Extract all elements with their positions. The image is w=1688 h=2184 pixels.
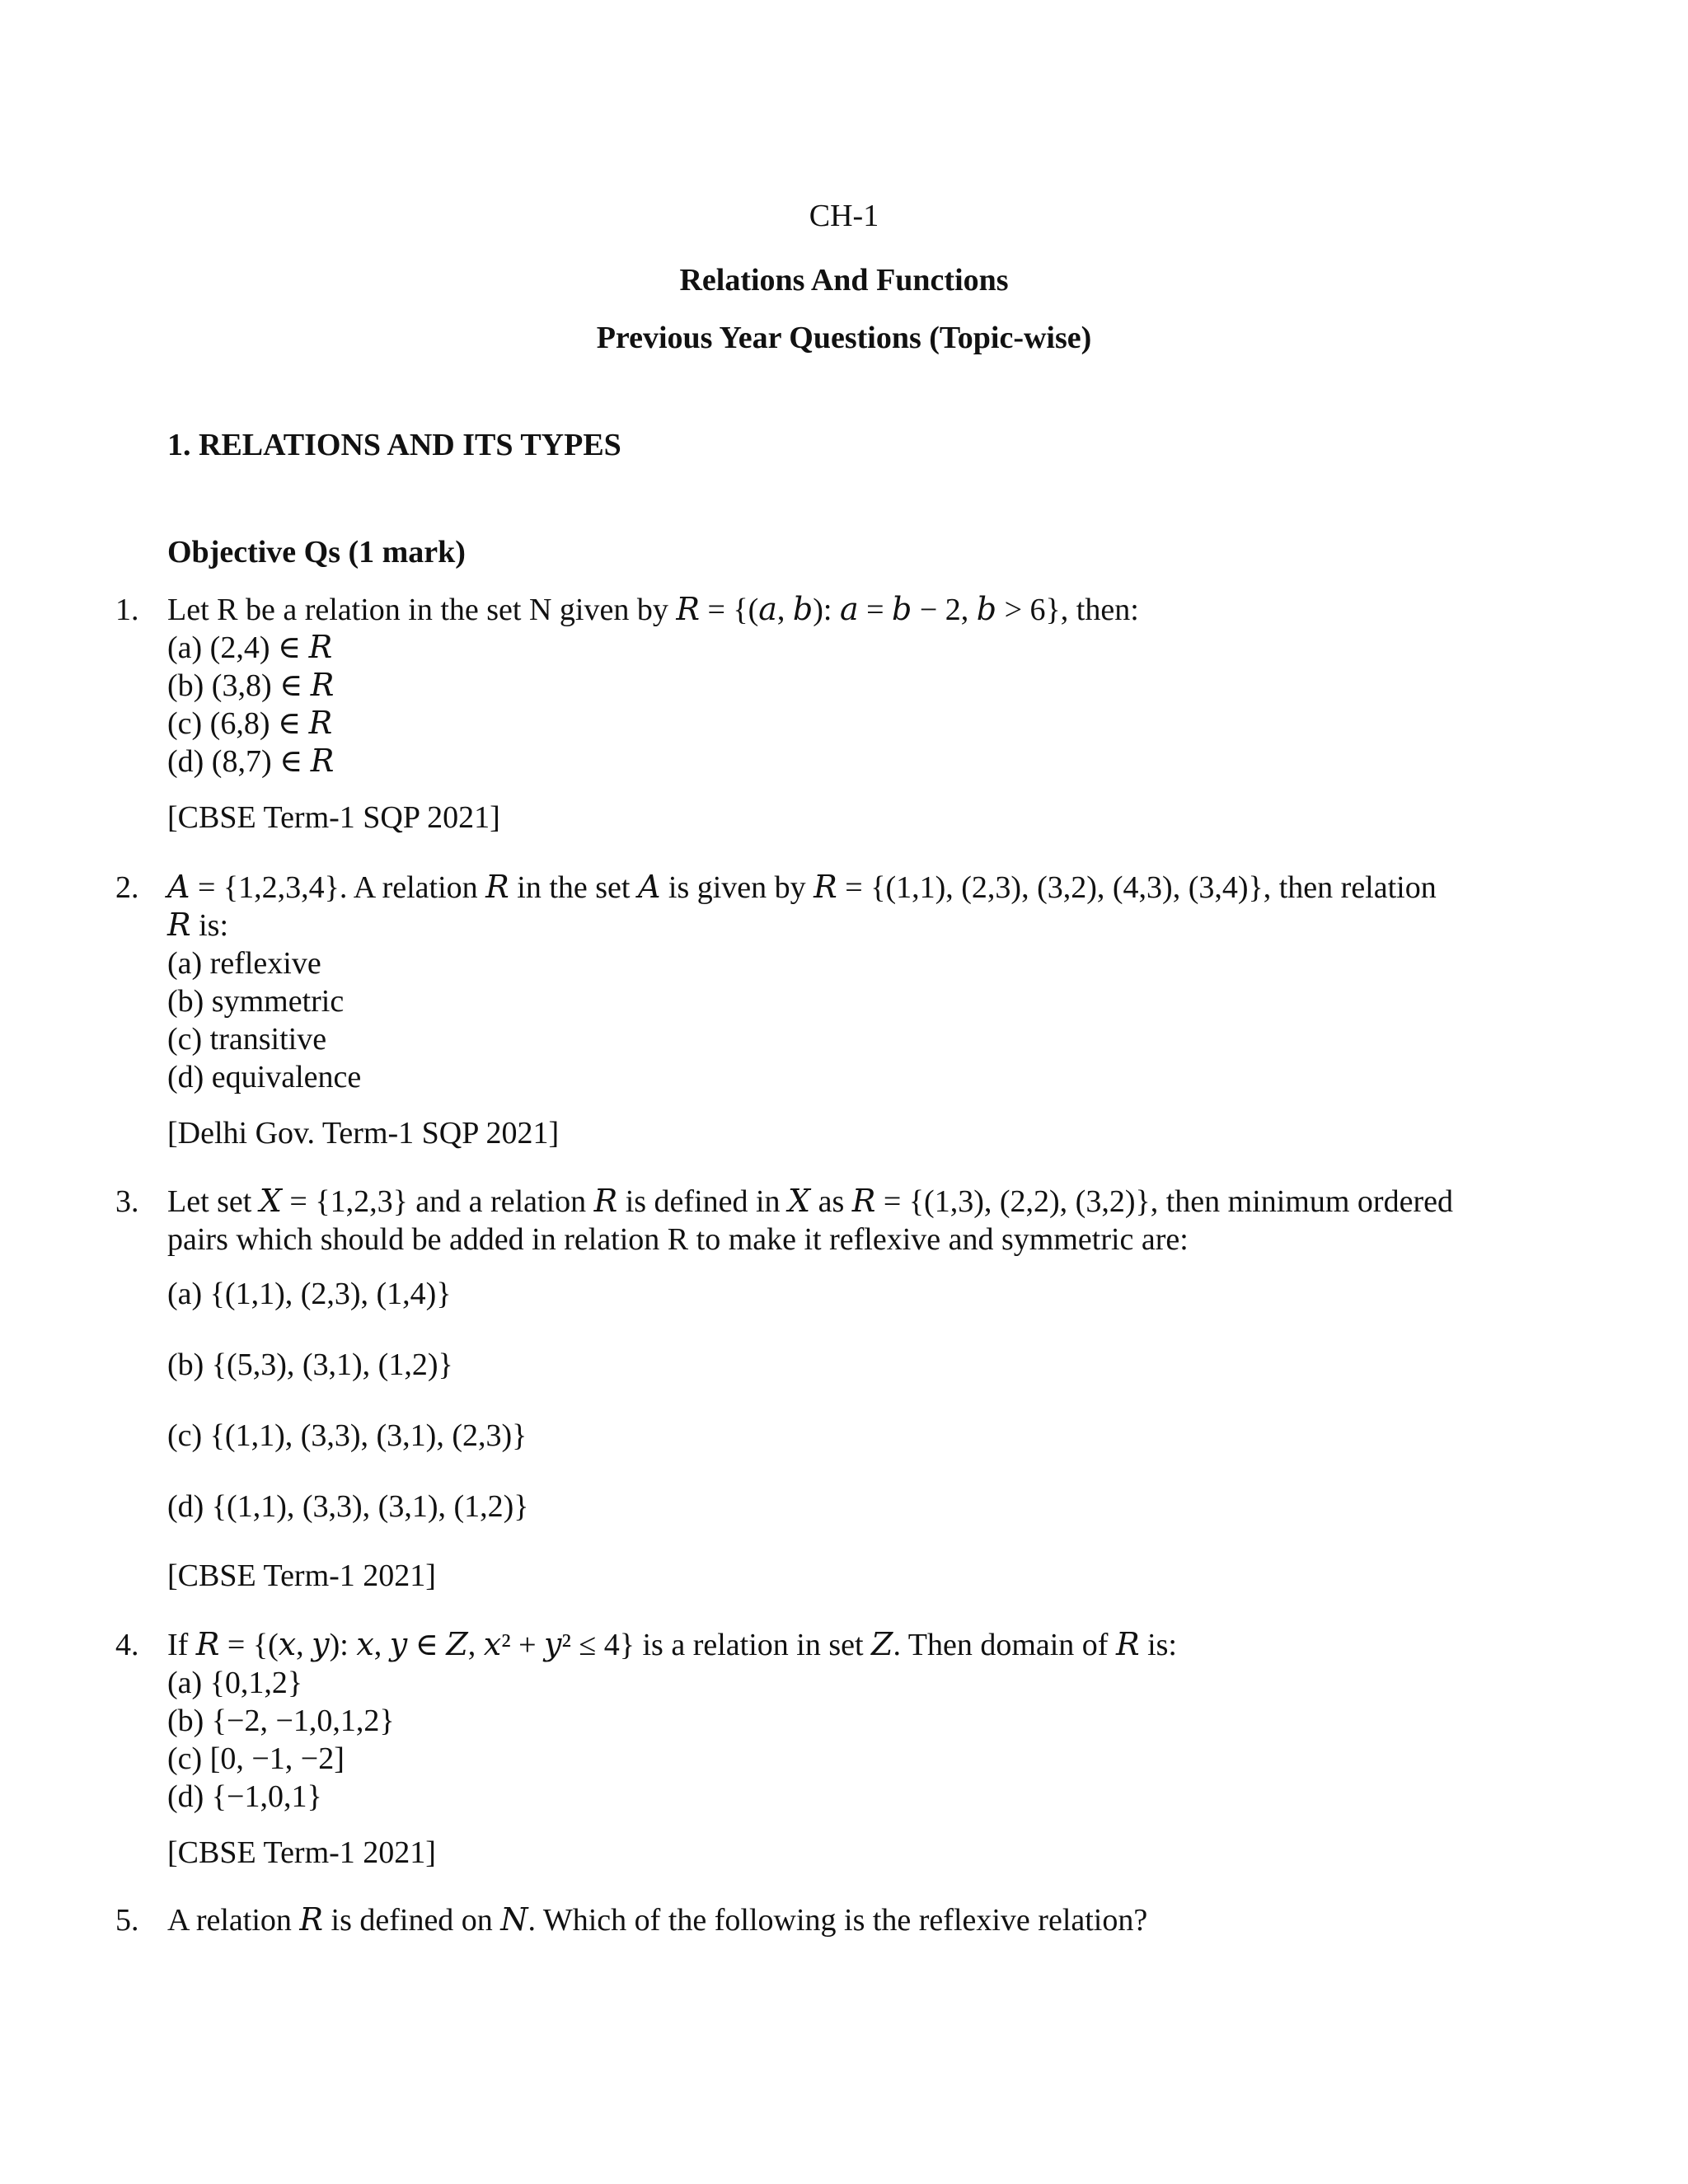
option-b: (b) {(5,3), (3,1), (1,2)} <box>167 1347 453 1382</box>
objective-heading: Objective Qs (1 mark) <box>167 535 466 569</box>
question-text: Let set 𝑋 = {1,2,3} and a relation 𝑅 is defined in 𝑋 as 𝑅 = {(1,3), (2,2), (3,2)}, then minimum ordered <box>167 1184 1453 1219</box>
question-source: [Delhi Gov. Term-1 SQP 2021] <box>167 1116 560 1151</box>
question-source: [CBSE Term-1 SQP 2021] <box>167 800 500 835</box>
question-number: 1. <box>115 593 139 627</box>
option-d: (d) (8,7) ∈ 𝑅 <box>167 744 335 779</box>
question-number: 3. <box>115 1184 139 1219</box>
option-c: (c) {(1,1), (3,3), (3,1), (2,3)} <box>167 1418 528 1453</box>
option-d: (d) {−1,0,1} <box>167 1779 322 1814</box>
question-text: Let R be a relation in the set N given by 𝑅 = {(𝑎, 𝑏): 𝑎 = 𝑏 − 2, 𝑏 > 6}, then: <box>167 593 1139 627</box>
question-number: 4. <box>115 1628 139 1662</box>
option-a: (a) (2,4) ∈ 𝑅 <box>167 630 333 665</box>
question-source: [CBSE Term-1 2021] <box>167 1835 436 1870</box>
option-d: (d) {(1,1), (3,3), (3,1), (1,2)} <box>167 1489 529 1524</box>
option-c: (c) [0, −1, −2] <box>167 1741 345 1776</box>
option-b: (b) symmetric <box>167 984 345 1019</box>
option-d: (d) equivalence <box>167 1060 362 1094</box>
option-c: (c) (6,8) ∈ 𝑅 <box>167 706 333 741</box>
option-a: (a) {0,1,2} <box>167 1666 303 1700</box>
option-b: (b) {−2, −1,0,1,2} <box>167 1704 395 1738</box>
question-text-continued: pairs which should be added in relation R to make it reflexive and symmetric are: <box>167 1222 1189 1257</box>
page-subtitle: Previous Year Questions (Topic-wise) <box>596 321 1092 355</box>
question-text: A relation 𝑅 is defined on 𝑁. Which of the following is the reflexive relation? <box>167 1903 1148 1938</box>
option-c: (c) transitive <box>167 1022 327 1057</box>
section-heading: 1. RELATIONS AND ITS TYPES <box>167 428 621 462</box>
page-title: Relations And Functions <box>679 263 1009 298</box>
question-source: [CBSE Term-1 2021] <box>167 1558 436 1593</box>
option-a: (a) reflexive <box>167 946 321 981</box>
question-number: 5. <box>115 1903 139 1938</box>
option-a: (a) {(1,1), (2,3), (1,4)} <box>167 1277 452 1311</box>
question-text: If 𝑅 = {(𝑥, 𝑦): 𝑥, 𝑦 ∈ 𝑍, 𝑥² + 𝑦² ≤ 4} is a relation in set 𝑍. Then domain of 𝑅 is: <box>167 1628 1177 1662</box>
question-number: 2. <box>115 870 139 905</box>
question-text-continued: 𝑅 is: <box>167 908 229 943</box>
question-text: 𝐴 = {1,2,3,4}. A relation 𝑅 in the set 𝐴 is given by 𝑅 = {(1,1), (2,3), (3,2), (4,3), (3,4)}, then relation <box>167 870 1437 905</box>
option-b: (b) (3,8) ∈ 𝑅 <box>167 668 335 703</box>
chapter-label: CH-1 <box>809 199 879 233</box>
